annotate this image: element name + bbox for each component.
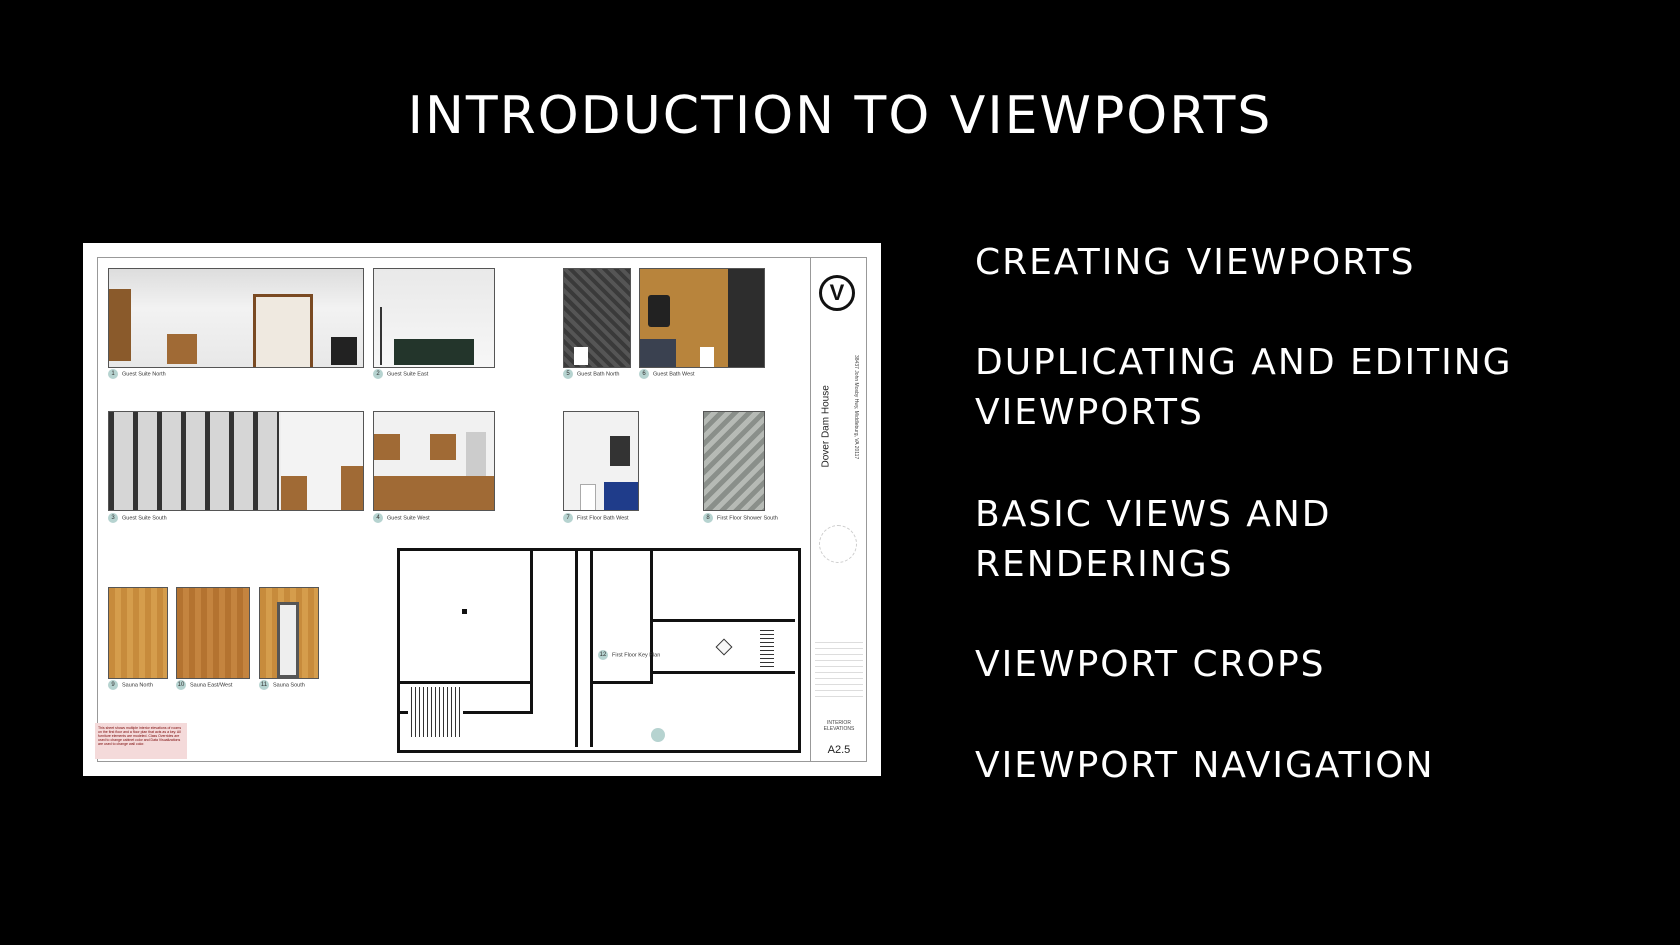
viewport-label-11: 11 Sauna South [260,682,305,689]
vectorworks-logo-icon: V [819,275,855,311]
viewport-guest-suite-west [373,411,495,511]
viewport-guest-suite-south [108,411,364,511]
viewport-label-4: 4 Guest Suite West [373,513,430,523]
viewport-sauna-east-west [176,587,250,679]
viewport-sauna-south [259,587,319,679]
agenda-item: DUPLICATING AND EDITING VIEWPORTS [975,342,1513,433]
revision-table [815,637,863,697]
viewport-label-9: 9 Sauna North [108,680,153,690]
viewport-label-10: 10 Sauna East/West [177,682,233,689]
viewport-label-2: 2 Guest Suite East [373,369,428,379]
agenda-item: CREATING VIEWPORTS [975,242,1416,283]
viewport-first-floor-bath-west [563,411,639,511]
sheet-name: INTERIOR ELEVATIONS [823,720,855,732]
viewport-guest-bath-north [563,268,631,368]
seal-stamp [819,525,857,563]
viewport-label-5: 5 Guest Bath North [563,369,620,379]
sheet-number: A2.5 [827,744,851,756]
project-address: 38437 John Mosby Hwy, Middleburg, VA 20117 [853,355,859,460]
viewport-guest-suite-north [108,268,364,368]
drawing-sheet-image [83,243,881,776]
viewport-guest-suite-east [373,268,495,368]
agenda-item: BASIC VIEWS AND RENDERINGS [975,494,1332,585]
viewport-label-1: 1 Guest Suite North [108,369,166,379]
north-arrow-icon [651,728,665,742]
agenda-item: VIEWPORT NAVIGATION [975,745,1435,786]
viewport-label-6: 6 Guest Bath West [639,369,694,379]
project-name: Dover Dam House [820,385,832,468]
viewport-sauna-north [108,587,168,679]
viewport-label-8: 8 First Floor Shower South [703,513,778,523]
viewport-guest-bath-west [639,268,765,368]
viewport-label-7: 7 First Floor Bath West [563,513,629,523]
slide-title: INTRODUCTION TO VIEWPORTS [407,86,1273,146]
agenda-item: VIEWPORT CROPS [975,644,1326,685]
title-block [810,257,867,762]
viewport-label-3: 3 Guest Suite South [108,513,167,523]
viewport-first-floor-shower-south [703,411,765,511]
sheet-note: This sheet shows multiple interior elevations of rooms on the first floor and a floor plan that acts as a key. All furniture elements are modeled. Class Overrides are used to change cabinet color and Data Visualizations are used to change wall color. [95,723,187,759]
viewport-label-12: 12 First Floor Key Plan [599,652,661,659]
